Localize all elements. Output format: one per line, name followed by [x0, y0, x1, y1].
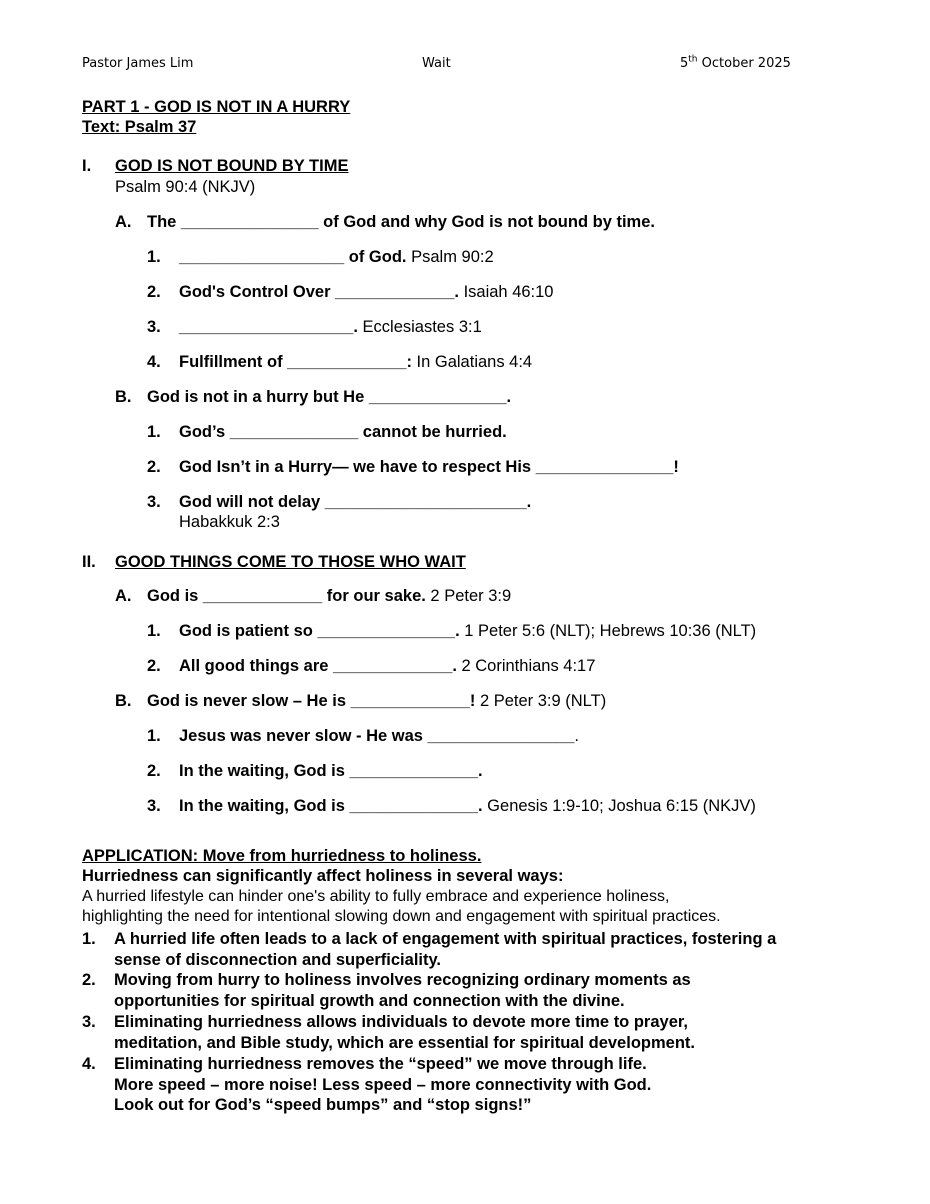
header-title: Wait — [422, 56, 451, 71]
s2a-item-pre: God is patient so — [179, 622, 318, 640]
s1a-item-post: : — [406, 353, 412, 371]
s1a-item-ref: Ecclesiastes 3:1 — [357, 318, 482, 336]
s2b-item-blank: ______________ — [349, 797, 478, 815]
s1b-item-blank: _______________ — [535, 458, 674, 476]
s1a-item-blank: __________________ — [179, 248, 345, 266]
s1b-item-num: 1. — [147, 423, 161, 441]
s1a-post: of God and why God is not bound by time. — [318, 213, 655, 231]
s2b-item-blank: ______________ — [349, 762, 478, 780]
s2b-post: ! — [469, 692, 476, 710]
s1b-pre: God is not in a hurry but He — [147, 388, 369, 406]
s2a-ref: 2 Peter 3:9 — [425, 587, 512, 605]
s1a-item-blank: _____________ — [335, 283, 455, 301]
s1b-item-post: . — [526, 493, 532, 511]
s1a-letter: A. — [115, 213, 132, 231]
application-item-num: 1. — [82, 930, 96, 948]
header-date-day: 5 — [680, 56, 689, 71]
s1a-item-blank: _____________ — [287, 353, 407, 371]
application-intro-line1: A hurried lifestyle can hinder one's ability to fully embrace and experience holiness, — [82, 888, 670, 905]
s2a-item-blank: _____________ — [333, 657, 453, 675]
s1b-item — [179, 422, 507, 442]
s1b-item-post: cannot be hurried. — [358, 423, 507, 441]
application-item-line: Eliminating hurriedness removes the “speed” we move through life. — [114, 1055, 647, 1073]
s1b-item-pre: God’s — [179, 423, 230, 441]
s2b-item-pre: In the waiting, God is — [179, 762, 350, 780]
header-date — [680, 56, 791, 71]
s2b-line — [147, 691, 606, 711]
s2b-item-ref: Genesis 1:9-10; Joshua 6:15 (NKJV) — [482, 797, 756, 815]
s2a-item-blank: _______________ — [317, 622, 456, 640]
application-subtitle: Hurriedness can significantly affect holiness in several ways: — [82, 867, 564, 885]
application-item-line: Look out for God’s “speed bumps” and “stop signs!” — [114, 1096, 532, 1114]
section2-numeral: II. — [82, 553, 96, 571]
s2a-item-ref: 1 Peter 5:6 (NLT); Hebrews 10:36 (NLT) — [459, 622, 757, 640]
application-item-line: opportunities for spiritual growth and connection with the divine. — [114, 991, 625, 1010]
s1a-item-post: . — [454, 283, 459, 301]
s1b-item — [179, 457, 679, 477]
s1a-item-num: 4. — [147, 353, 161, 371]
s1a-item-num: 3. — [147, 318, 161, 336]
s1b-item-ref: Habakkuk 2:3 — [179, 513, 280, 531]
s1a-pre: The — [147, 213, 181, 231]
s2b-item-post: . — [478, 797, 483, 815]
s1a-item-post: . — [353, 318, 358, 336]
s2b-item-pre: In the waiting, God is — [179, 797, 350, 815]
s1a-item-ref: Isaiah 46:10 — [459, 283, 554, 301]
s1a-item-pre: God's Control Over — [179, 283, 336, 301]
section1-numeral: I. — [82, 157, 92, 175]
s2b-item-num: 2. — [147, 762, 161, 780]
s2a-item-pre: All good things are — [179, 657, 334, 675]
s1a-item — [179, 352, 532, 372]
s2b-item-blank: ________________ — [427, 727, 575, 745]
application-item-num: 2. — [82, 971, 96, 989]
s2b-ref: 2 Peter 3:9 (NLT) — [475, 692, 607, 710]
application-item-line: meditation, and Bible study, which are essential for spiritual development. — [114, 1033, 695, 1052]
s2b-item — [179, 726, 579, 746]
s2b-item — [179, 761, 483, 781]
s2a-item-ref: 2 Corinthians 4:17 — [456, 657, 596, 675]
application-title: APPLICATION: Move from hurriedness to holiness. — [82, 847, 482, 865]
application-item-line: Moving from hurry to holiness involves recognizing ordinary moments as — [114, 971, 691, 989]
s1b-letter: B. — [115, 388, 132, 406]
s1a-item-num: 1. — [147, 248, 161, 266]
s1a-item-pre: Fulfillment of — [179, 353, 288, 371]
s2a-item-num: 2. — [147, 657, 161, 675]
s1a-item-ref: In Galatians 4:4 — [411, 353, 533, 371]
application-intro-line2: highlighting the need for intentional slowing down and engagement with spiritual practices. — [82, 908, 721, 925]
s2b-blank: _____________ — [350, 692, 470, 710]
application-item-num: 3. — [82, 1013, 96, 1031]
s1b-item-blank: ______________ — [229, 423, 359, 441]
s1b-blank: _______________ — [368, 388, 507, 406]
section2-title: GOOD THINGS COME TO THOSE WHO WAIT — [115, 553, 466, 571]
s1a-item-post: of God. — [344, 248, 407, 266]
s2a-blank: _____________ — [202, 587, 323, 605]
application-item-line: sense of disconnection and superficiality. — [114, 950, 442, 969]
part-title: PART 1 - GOD IS NOT IN A HURRY — [82, 98, 351, 116]
s1a-item — [179, 317, 482, 337]
s1b-post: . — [506, 388, 512, 406]
s1a-item — [179, 247, 494, 267]
application-item-line: A hurried life often leads to a lack of engagement with spiritual practices, fostering a — [114, 930, 777, 948]
s1a-item-blank: ___________________ — [179, 318, 354, 336]
s1b-item-post: ! — [673, 458, 679, 476]
s1b-item — [179, 492, 531, 512]
s2b-item-pre: Jesus was never slow - He was — [179, 727, 428, 745]
application-item-line: Eliminating hurriedness allows individuals to devote more time to prayer, — [114, 1013, 688, 1031]
part-text: Text: Psalm 37 — [82, 118, 197, 136]
s1b-line — [147, 387, 511, 407]
s2b-pre: God is never slow – He is — [147, 692, 351, 710]
s2b-item-post: . — [478, 762, 483, 780]
s2a-item-post: . — [455, 622, 460, 640]
section1-title: GOD IS NOT BOUND BY TIME — [115, 157, 349, 175]
s1a-item-ref: Psalm 90:2 — [406, 248, 494, 266]
header-date-suffix: th — [688, 54, 698, 65]
header-author: Pastor James Lim — [82, 56, 194, 71]
s1b-item-pre: God Isn’t in a Hurry— we have to respect His — [179, 458, 536, 476]
header-date-rest: October 2025 — [697, 56, 791, 71]
s1a-item — [179, 282, 554, 302]
section1-ref: Psalm 90:4 (NKJV) — [115, 178, 256, 196]
s2a-item-post: . — [452, 657, 457, 675]
s1b-item-blank: ______________________ — [324, 493, 527, 511]
s2a-pre: God is — [147, 587, 203, 605]
s2b-item-num: 1. — [147, 727, 161, 745]
s2b-item — [179, 796, 756, 816]
s1b-item-num: 2. — [147, 458, 161, 476]
s2a-item — [179, 621, 756, 641]
application-item-num: 4. — [82, 1055, 96, 1073]
s2a-line — [147, 586, 511, 606]
s1b-item-num: 3. — [147, 493, 161, 511]
s2a-letter: A. — [115, 587, 132, 605]
s2a-item-num: 1. — [147, 622, 161, 640]
s1a-item-num: 2. — [147, 283, 161, 301]
s1a-line — [147, 212, 655, 232]
s1b-item-pre: God will not delay — [179, 493, 325, 511]
s2a-item — [179, 656, 595, 676]
s1a-blank: _______________ — [180, 213, 319, 231]
application-item-line: More speed – more noise! Less speed – more connectivity with God. — [114, 1075, 652, 1094]
s2a-post: for our sake. — [322, 587, 426, 605]
s2b-letter: B. — [115, 692, 132, 710]
s2b-item-ref: . — [574, 727, 579, 745]
s2b-item-num: 3. — [147, 797, 161, 815]
